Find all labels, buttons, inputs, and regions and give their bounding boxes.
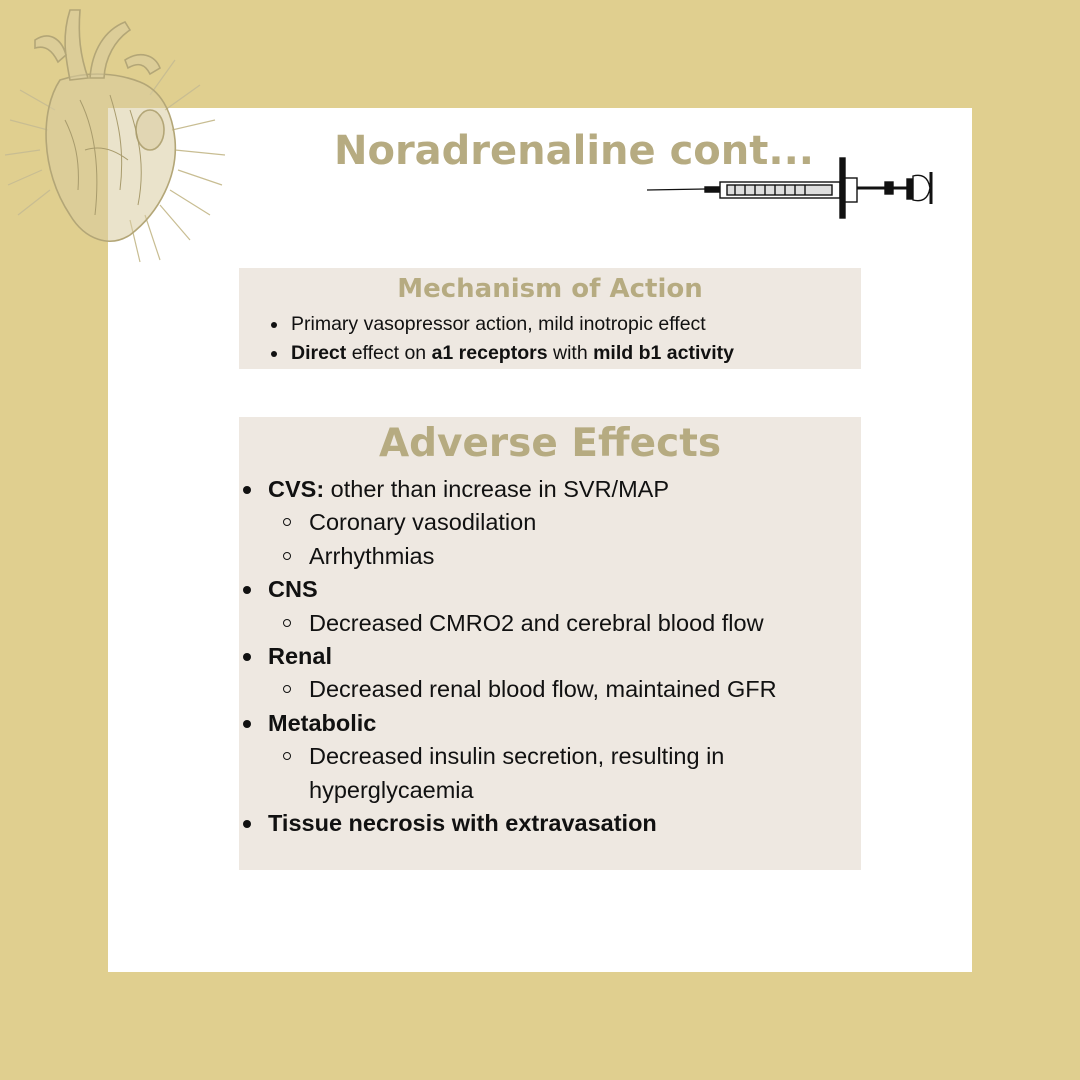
list-item	[269, 310, 861, 339]
bullet-icon	[243, 820, 251, 828]
list-item	[239, 573, 861, 640]
adverse-effects-list	[239, 473, 861, 840]
cns-label: CNS	[268, 576, 318, 603]
mechanism-bullet-2-direct: Direct	[291, 342, 347, 364]
mechanism-heading: Mechanism of Action	[397, 274, 703, 304]
mechanism-bullet-2-text-a: effect on	[346, 342, 432, 364]
anatomical-heart-icon	[0, 0, 230, 270]
metabolic-sub-1: Decreased insulin secretion, resulting in hyperglycaemia	[309, 743, 725, 803]
bullet-icon	[243, 720, 251, 728]
list-item	[268, 740, 779, 807]
cvs-sub-2: Arrhythmias	[309, 542, 435, 569]
circle-bullet-icon	[283, 752, 291, 760]
tissue-label: Tissue necrosis with extravasation	[268, 810, 657, 837]
cvs-label: CVS:	[268, 476, 325, 502]
list-item	[239, 473, 861, 573]
cns-sub-1: Decreased CMRO2 and cerebral blood flow	[309, 609, 764, 636]
adverse-effects-heading: Adverse Effects	[378, 421, 722, 466]
mechanism-list	[239, 310, 861, 368]
mechanism-bullet-2-activity: mild b1 activity	[593, 342, 734, 364]
list-item	[239, 807, 861, 840]
mechanism-of-action-panel	[239, 268, 861, 369]
bullet-icon	[243, 486, 251, 494]
list-item	[268, 673, 779, 706]
list-item	[268, 506, 779, 539]
mechanism-bullet-1: Primary vasopressor action, mild inotropic effect	[291, 313, 706, 335]
renal-sublist	[268, 673, 861, 706]
cvs-sub-1: Coronary vasodilation	[309, 509, 537, 536]
metabolic-label: Metabolic	[268, 709, 377, 736]
circle-bullet-icon	[283, 518, 291, 526]
metabolic-sublist	[268, 740, 861, 807]
cvs-text: other than increase in SVR/MAP	[324, 476, 669, 502]
list-item	[239, 707, 861, 807]
circle-bullet-icon	[283, 552, 291, 560]
list-item	[239, 640, 861, 707]
cvs-sublist	[268, 506, 861, 573]
bullet-icon	[243, 653, 251, 661]
cns-sublist	[268, 607, 861, 640]
mechanism-bullet-2-receptors: a1 receptors	[431, 342, 548, 364]
renal-label: Renal	[268, 643, 332, 670]
circle-bullet-icon	[283, 685, 291, 693]
list-item	[269, 339, 861, 368]
circle-bullet-icon	[283, 619, 291, 627]
mechanism-bullet-2-text-b: with	[547, 342, 594, 364]
bullet-icon	[243, 586, 251, 594]
list-item	[268, 607, 779, 640]
renal-sub-1: Decreased renal blood flow, maintained GFR	[309, 676, 777, 703]
list-item	[268, 540, 779, 573]
page-title: Noradrenaline cont...	[334, 128, 814, 174]
syringe-icon	[645, 152, 937, 224]
adverse-effects-panel	[239, 417, 861, 870]
